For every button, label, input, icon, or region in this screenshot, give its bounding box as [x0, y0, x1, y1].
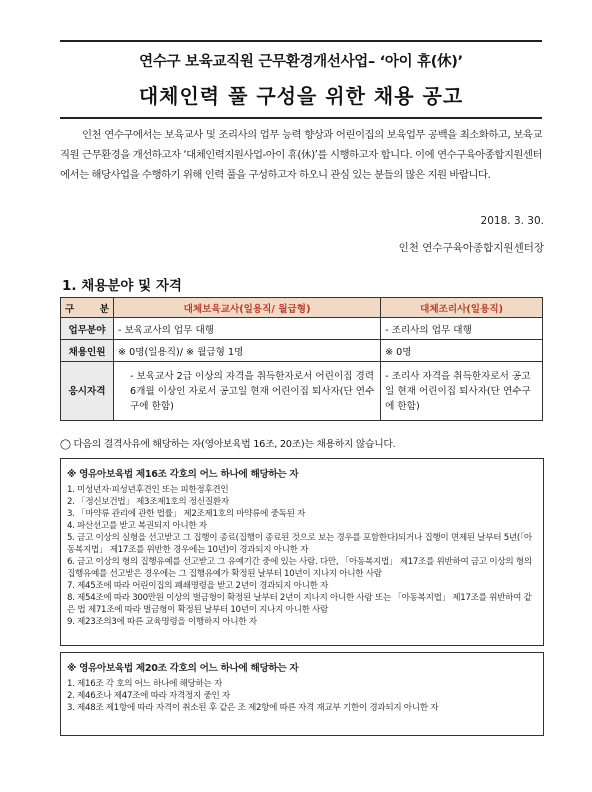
disqualification-box-art20	[60, 652, 544, 736]
announcement-date: 2018. 3. 30.	[480, 215, 544, 227]
disqualification-notice: ◯ 다음의 결격사유에 해당하는 자(영아보육법 16조, 20조)는 채용하지 않습니다.	[60, 439, 396, 450]
list-item: 1. 제16조 각 호의 어느 하나에 해당하는 자	[67, 679, 222, 689]
title-box	[60, 40, 542, 119]
table-row	[61, 318, 543, 340]
box-header: ※ 영유아보육법 제20조 각호의 어느 하나에 해당하는 자	[67, 663, 299, 674]
page-title: 대체인력 풀 구성을 위한 채용 공고	[138, 84, 464, 108]
list-item: 5. 금고 이상의 실형을 선고받고 그 집행이 종료(집행이 종료된 것으로 보는 경우를 포함한다)되거나 집행이 면제된 날부터 5년(「아동복지법」 제17조를 위반한 경우에는 10년)이 경과되지 아니한 자	[67, 533, 532, 555]
table-header-row	[61, 298, 543, 318]
section-title: 1. 채용분야 및 자격	[62, 278, 182, 294]
list-item: 6. 금고 이상의 형의 집행유예를 선고받고 그 유예기간 중에 있는 사람. 다만, 「아동복지법」 제17조를 위반하여 금고 이상의 형의 집행유예를 선고받은 경우에는 그 집행유예가 확정된 날부터 10년이 지나지 아니한 사람	[67, 557, 532, 579]
list-item: 3. 「마약류 관리에 관한 법률」 제2조제1호의 마약류에 중독된 자	[67, 509, 306, 519]
list-item: 1. 미성년자·피성년후견인 또는 피한정후견인	[67, 485, 229, 495]
list-item: 7. 제45조에 따라 어린이집의 폐쇄명령을 받고 2년이 경과되지 아니한 자	[67, 581, 329, 591]
header-category: 구 분	[61, 298, 114, 318]
table-row	[61, 340, 543, 362]
table-cell: - 보육교사 2급 이상의 자격을 취득한자로서 어린이집 경력 6개월 이상인 자로서 공고일 현재 어린이집 퇴사자(단 연수구에 한함)	[114, 362, 381, 421]
row-label: 업무분야	[61, 318, 114, 340]
list-item: 9. 제23조의3에 따른 교육명령을 이행하지 아니한 자	[67, 617, 257, 627]
intro-section	[60, 125, 542, 185]
page-subtitle: 연수구 보육교직원 근무환경개선사업– ‘아이 휴(休)’	[139, 54, 463, 70]
table-cell: - 보육교사의 업무 대행	[114, 318, 381, 340]
row-label: 응시자격	[61, 362, 114, 421]
row-label: 채용인원	[61, 340, 114, 362]
table-cell: - 조리사 자격을 취득한자로서 공고일 현재 어린이집 퇴사자(단 연수구에 한함)	[381, 362, 543, 421]
list-item: 4. 파산선고를 받고 복권되지 아니한 자	[67, 521, 207, 531]
list-item: 2. 제46조나 제47조에 따라 자격정지 중인 자	[67, 691, 230, 701]
list-item: 2. 「정신보건법」 제3조제1호의 정신질환자	[67, 497, 229, 507]
organization-name: 인천 연수구육아종합지원센터장	[398, 242, 544, 254]
header-cook: 대체조리사(일용직)	[381, 298, 543, 318]
list-item: 3. 제48조 제1항에 따라 자격이 취소된 후 같은 조 제2항에 따른 자격 재교부 기한이 경과되지 아니한 자	[67, 703, 439, 713]
header-teacher: 대체보육교사(일용직/ 월급형)	[114, 298, 381, 318]
disqualification-box-art16	[60, 458, 544, 646]
requirements-table	[60, 297, 543, 421]
table-row	[61, 362, 543, 421]
list-item: 8. 제54조에 따라 300만원 이상의 벌금형이 확정된 날부터 2년이 지나지 아니한 사람 또는 「아동복지법」 제17조를 위반하여 같은 법 제71조에 따라 벌금형이 확정된 날부터 10년이 지나지 아니한 사람	[67, 593, 532, 615]
table-cell: ※ 0명(일용직)/ ※ 월급형 1명	[114, 340, 381, 362]
box-header: ※ 영유아보육법 제16조 각호의 어느 하나에 해당하는 자	[67, 469, 299, 480]
table-cell: - 조리사의 업무 대행	[381, 318, 543, 340]
intro-paragraph: 인천 연수구에서는 보육교사 및 조리사의 업무 능력 향상과 어린이집의 보육업무 공백을 최소화하고, 보육교직원 근무환경을 개선하고자 ‘대체인력지원사업-아이 휴(休)’를 시행하고자 합니다. 이에 연수구육아종합지원센터에서는 해당사업을 수행하기 위해 인력 풀을 구성하고자 하오니 관심 있는 분들의 많은 지원 바랍니다.	[60, 129, 542, 181]
table-cell: ※ 0명	[381, 340, 543, 362]
